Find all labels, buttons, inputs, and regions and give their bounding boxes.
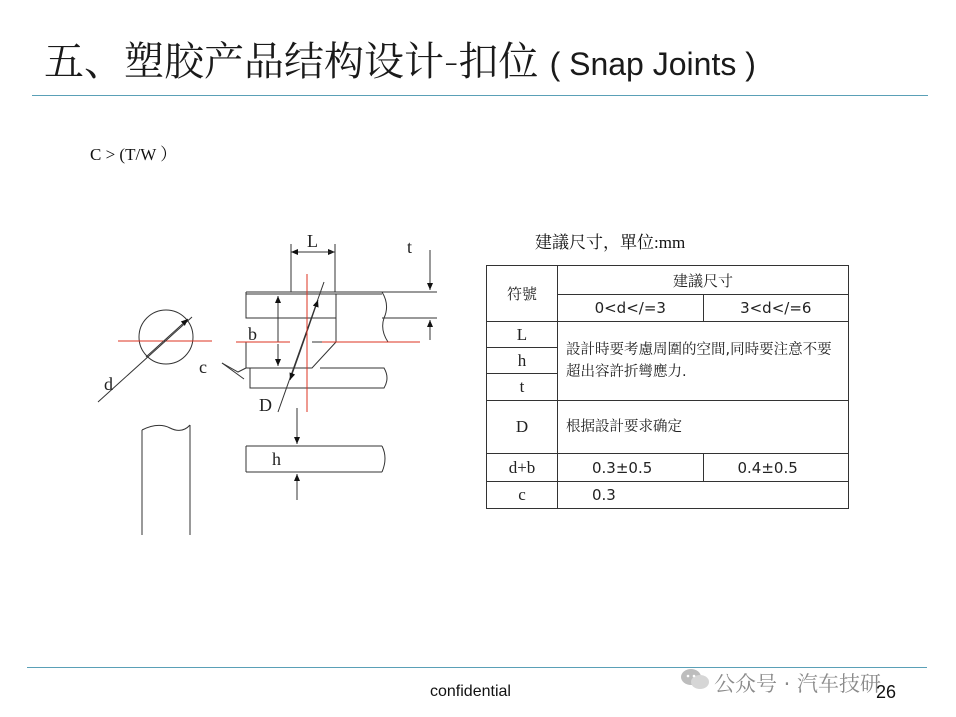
label-c: c: [199, 357, 207, 377]
symbol-c: c: [487, 482, 558, 509]
label-t: t: [407, 237, 413, 257]
watermark-text: [680, 667, 881, 698]
recommended-dimensions-table: [486, 265, 849, 509]
watermark-label: 公众号 · 汽车技研: [714, 672, 882, 696]
db-value-2: 0.4±0.5: [703, 454, 849, 482]
symbol-h: h: [487, 348, 558, 374]
label-L: L: [307, 231, 318, 251]
symbol-db: d+b: [487, 454, 558, 482]
header-symbol: 符號: [487, 266, 558, 322]
wechat-icon: [680, 667, 714, 696]
table-row-L: [487, 322, 849, 348]
header-recommend: 建議尺寸: [558, 266, 849, 295]
range-1: 0<d</=3: [558, 295, 704, 322]
db-value-1: 0.3±0.5: [558, 454, 704, 482]
symbol-D: D: [487, 401, 558, 454]
title-english: ( Snap Joints ): [549, 46, 756, 82]
label-D: D: [259, 395, 272, 415]
range-2: 3<d</=6: [703, 295, 849, 322]
page-number: 26: [876, 682, 897, 702]
table-caption-unit: :mm: [654, 233, 686, 252]
table-header-row: [487, 266, 849, 295]
table-caption: [535, 228, 685, 253]
table-row-c: [487, 482, 849, 509]
symbol-L: L: [487, 322, 558, 348]
symbol-t: t: [487, 374, 558, 401]
title-chinese: 五、塑胶产品结构设计-扣位: [44, 39, 539, 85]
table-row-db: [487, 454, 849, 482]
formula-text: C > (T/W ）: [90, 145, 178, 164]
c-value: 0.3: [558, 482, 849, 509]
confidential-label: confidential: [430, 683, 511, 700]
table-caption-text: 建議尺寸，單位: [535, 233, 654, 253]
lht-note: 設計時要考慮周圍的空間,同時要注意不要超出容許折彎應力.: [558, 322, 849, 401]
table-row-D: [487, 401, 849, 454]
label-h: h: [272, 449, 281, 469]
d-note: 根据設計要求确定: [558, 401, 849, 454]
label-b: b: [248, 324, 257, 344]
label-d: d: [104, 374, 113, 394]
